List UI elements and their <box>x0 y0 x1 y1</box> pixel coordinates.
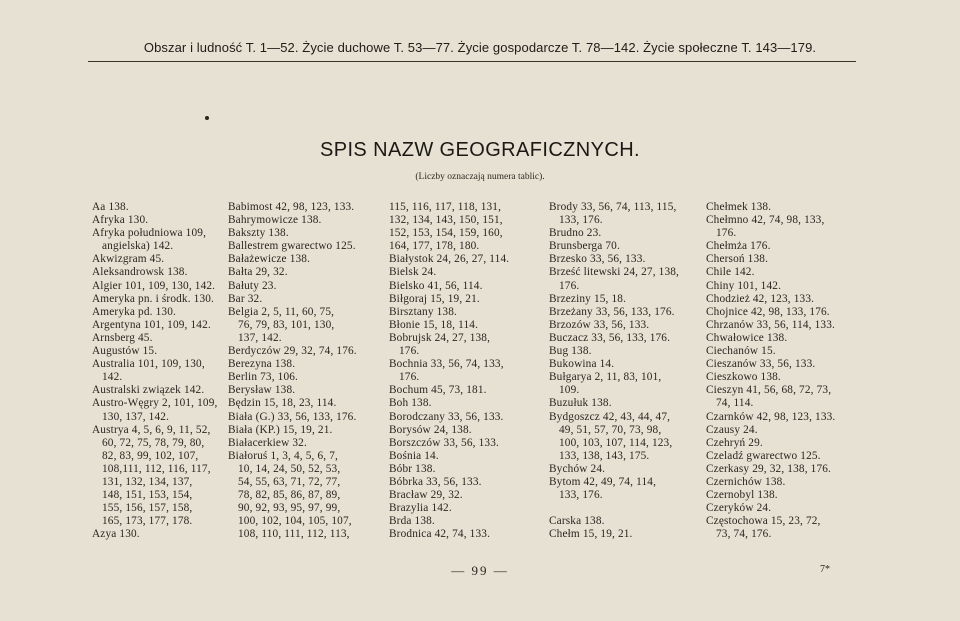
index-column-1 <box>92 201 222 541</box>
index-entry: 176. <box>559 279 580 292</box>
index-entry: Aleksandrowsk 138. <box>92 266 188 279</box>
index-entry: 142. <box>102 371 123 384</box>
index-entry: Afryka 130. <box>92 214 149 227</box>
printer-signature: 7* <box>820 564 830 575</box>
index-column-5 <box>706 201 876 541</box>
index-entry: Bóbr 138. <box>389 462 436 475</box>
index-entry: Chersoń 138. <box>706 253 769 266</box>
index-entry: 164, 177, 178, 180. <box>389 240 480 253</box>
index-entry: Argentyna 101, 109, 142. <box>92 318 211 331</box>
index-entry: Ameryka pd. 130. <box>92 305 176 318</box>
index-entry: Chodzież 42, 123, 133. <box>706 292 815 305</box>
index-entry: Bałuty 23. <box>228 279 277 292</box>
index-entry: Chełmek 138. <box>706 201 772 213</box>
index-entry: 137, 142. <box>238 331 282 344</box>
index-entry: Azya 130. <box>92 528 140 541</box>
index-column-4 <box>549 201 709 541</box>
index-entry: Bałta 29, 32. <box>228 266 288 279</box>
index-entry: Chiny 101, 142. <box>706 279 782 292</box>
index-entry: Augustów 15. <box>92 345 158 358</box>
index-entry: Częstochowa 15, 23, 72, <box>706 515 821 528</box>
index-entry: 148, 151, 153, 154, <box>102 489 193 502</box>
index-entry: Chełmża 176. <box>706 240 771 253</box>
index-entry: 176. <box>399 345 420 358</box>
index-entry: Babimost 42, 98, 123, 133. <box>228 201 355 213</box>
index-entry <box>549 502 709 515</box>
index-entry: Czernobyl 138. <box>706 489 778 502</box>
index-entry: 176. <box>399 371 420 384</box>
index-entry: Bytom 42, 49, 74, 114, <box>549 475 657 488</box>
index-entry: 60, 72, 75, 78, 79, 80, <box>102 436 205 449</box>
index-entry: Ballestrem gwarectwo 125. <box>228 240 356 253</box>
index-entry: Białystok 24, 26, 27, 114. <box>389 253 510 266</box>
index-entry: 82, 83, 99, 102, 107, <box>102 449 199 462</box>
index-entry: Chrzanów 33, 56, 114, 133. <box>706 318 835 331</box>
index-entry: Berdyczów 29, 32, 74, 176. <box>228 345 357 358</box>
index-entry: Biłgoraj 15, 19, 21. <box>389 292 480 305</box>
index-entry: Bielsko 41, 56, 114. <box>389 279 483 292</box>
index-entry: Bar 32. <box>228 292 263 305</box>
index-entry: Austro-Węgry 2, 101, 109, <box>92 397 218 410</box>
index-entry: Czerkasy 29, 32, 138, 176. <box>706 462 832 475</box>
index-entry: 152, 153, 154, 159, 160, <box>389 227 503 240</box>
index-entry: Chwałowice 138. <box>706 331 788 344</box>
index-column-3 <box>389 201 541 541</box>
index-entry: angielska) 142. <box>102 240 174 253</box>
index-entry: 100, 103, 107, 114, 123, <box>559 436 673 449</box>
index-entry: Bóbrka 33, 56, 133. <box>389 475 482 488</box>
index-entry: Czausy 24. <box>706 423 758 436</box>
index-entry: 108, 110, 111, 112, 113, <box>238 528 350 541</box>
index-entry: Afryka południowa 109, <box>92 227 207 240</box>
index-entry: Berysław 138. <box>228 384 296 397</box>
index-entry: Bochum 45, 73, 181. <box>389 384 487 397</box>
index-entry: 74, 114. <box>716 397 754 410</box>
index-entry: Będzin 15, 18, 23, 114. <box>228 397 337 410</box>
index-entry: Biała (KP.) 15, 19, 21. <box>228 423 333 436</box>
index-entry: 10, 14, 24, 50, 52, 53, <box>238 462 341 475</box>
index-entry: 49, 51, 57, 70, 73, 98, <box>559 423 662 436</box>
index-entry: 54, 55, 63, 71, 72, 77, <box>238 475 341 488</box>
index-entry: 73, 74, 176. <box>716 528 772 541</box>
index-entry: Bracław 29, 32. <box>389 489 463 502</box>
index-entry: Bułgarya 2, 11, 83, 101, <box>549 371 662 384</box>
page-subtitle: (Liczby oznaczają numera tablic). <box>415 172 545 182</box>
index-entry: Bakszty 138. <box>228 227 289 240</box>
index-entry: 133, 138, 143, 175. <box>559 449 650 462</box>
index-entry: Algier 101, 109, 130, 142. <box>92 279 216 292</box>
index-entry: Arnsberg 45. <box>92 331 153 344</box>
index-entry: Belgia 2, 5, 11, 60, 75, <box>228 305 335 318</box>
index-entry: Białoruś 1, 3, 4, 5, 6, 7, <box>228 449 338 462</box>
index-entry: Brzesko 33, 56, 133. <box>549 253 646 266</box>
ink-dot <box>205 116 209 120</box>
index-entry: Czeryków 24. <box>706 502 772 515</box>
index-entry: 165, 173, 177, 178. <box>102 515 193 528</box>
index-entry: Cieszkowo 138. <box>706 371 781 384</box>
index-entry: Ciechanów 15. <box>706 345 776 358</box>
index-entry: 76, 79, 83, 101, 130, <box>238 318 335 331</box>
index-entry: 78, 82, 85, 86, 87, 89, <box>238 489 341 502</box>
index-entry: Biała (G.) 33, 56, 133, 176. <box>228 410 357 423</box>
page-title: SPIS NAZW GEOGRAFICZNYCH. <box>319 139 641 161</box>
index-entry: 155, 156, 157, 158, <box>102 502 193 515</box>
index-entry: Chojnice 42, 98, 133, 176. <box>706 305 830 318</box>
index-entry: Bielsk 24. <box>389 266 437 279</box>
index-entry: Chełm 15, 19, 21. <box>549 528 633 541</box>
index-entry: Carska 138. <box>549 515 605 528</box>
index-entry: Chile 142. <box>706 266 755 279</box>
index-entry: 100, 102, 104, 105, 107, <box>238 515 352 528</box>
header-rule <box>88 61 856 62</box>
index-entry: Cieszyn 41, 56, 68, 72, 73, <box>706 384 832 397</box>
index-entry: Bośnia 14. <box>389 449 439 462</box>
index-entry: Czehryń 29. <box>706 436 763 449</box>
index-entry: Bychów 24. <box>549 462 606 475</box>
index-entry: Boh 138. <box>389 397 432 410</box>
index-entry: 133, 176. <box>559 214 603 227</box>
index-entry: Białacerkiew 32. <box>228 436 307 449</box>
index-entry: Brzeżany 33, 56, 133, 176. <box>549 305 675 318</box>
index-entry: Brodnica 42, 74, 133. <box>389 528 491 541</box>
index-entry: Brda 138. <box>389 515 435 528</box>
index-entry: Austrya 4, 5, 6, 9, 11, 52, <box>92 423 211 436</box>
index-entry: Brzozów 33, 56, 133. <box>549 318 650 331</box>
page-number: — 99 — <box>451 563 509 578</box>
index-entry: Akwizgram 45. <box>92 253 165 266</box>
index-entry: Brunsberga 70. <box>549 240 620 253</box>
index-entry: 115, 116, 117, 118, 131, <box>389 201 502 213</box>
index-entry: Brzeziny 15, 18. <box>549 292 627 305</box>
index-entry: Czernichów 138. <box>706 475 786 488</box>
index-entry: Aa 138. <box>92 201 129 213</box>
index-entry: Bukowina 14. <box>549 358 615 371</box>
index-entry: 109. <box>559 384 580 397</box>
index-entry: 132, 134, 143, 150, 151, <box>389 214 503 227</box>
index-entry: Buzułuk 138. <box>549 397 612 410</box>
index-entry: Berezyna 138. <box>228 358 296 371</box>
index-entry: Bahrymowicze 138. <box>228 214 322 227</box>
index-column-2 <box>228 201 378 541</box>
index-entry: Borysów 24, 138. <box>389 423 472 436</box>
index-entry: 131, 132, 134, 137, <box>102 475 193 488</box>
index-entry: Błonie 15, 18, 114. <box>389 318 479 331</box>
index-entry: 130, 137, 142. <box>102 410 170 423</box>
index-entry: Australia 101, 109, 130, <box>92 358 205 371</box>
index-entry: Bochnia 33, 56, 74, 133, <box>389 358 504 371</box>
index-entry: Australski związek 142. <box>92 384 205 397</box>
index-entry: Birsztany 138. <box>389 305 457 318</box>
index-entry: Brześć litewski 24, 27, 138, <box>549 266 680 279</box>
index-entry: Borszczów 33, 56, 133. <box>389 436 499 449</box>
index-entry: Czarnków 42, 98, 123, 133. <box>706 410 836 423</box>
index-entry: Bydgoszcz 42, 43, 44, 47, <box>549 410 671 423</box>
index-entry: Ameryka pn. i środk. 130. <box>92 292 215 305</box>
index-entry: Bobrujsk 24, 27, 138, <box>389 331 491 344</box>
index-entry: 108,111, 112, 116, 117, <box>102 462 211 475</box>
index-entry: 90, 92, 93, 95, 97, 99, <box>238 502 341 515</box>
index-entry: Bug 138. <box>549 345 592 358</box>
index-entry: Brudno 23. <box>549 227 602 240</box>
index-entry: Brazylia 142. <box>389 502 452 515</box>
index-entry: Chełmno 42, 74, 98, 133, <box>706 214 825 227</box>
index-entry: Buczacz 33, 56, 133, 176. <box>549 331 671 344</box>
index-entry: Cieszanów 33, 56, 133. <box>706 358 816 371</box>
index-entry: Brody 33, 56, 74, 113, 115, <box>549 201 677 213</box>
running-header: Obszar i ludność T. 1—52. Życie duchowe T. 53—77. Życie gospodarcze T. 78—142. Życie społeczne T. 143—179. <box>143 40 817 55</box>
index-entry: Berlin 73, 106. <box>228 371 299 384</box>
index-entry: Bałażewicze 138. <box>228 253 311 266</box>
index-entry: Borodczany 33, 56, 133. <box>389 410 504 423</box>
index-entry: Czeladź gwarectwo 125. <box>706 449 821 462</box>
index-entry: 176. <box>716 227 737 240</box>
index-entry: 133, 176. <box>559 489 603 502</box>
